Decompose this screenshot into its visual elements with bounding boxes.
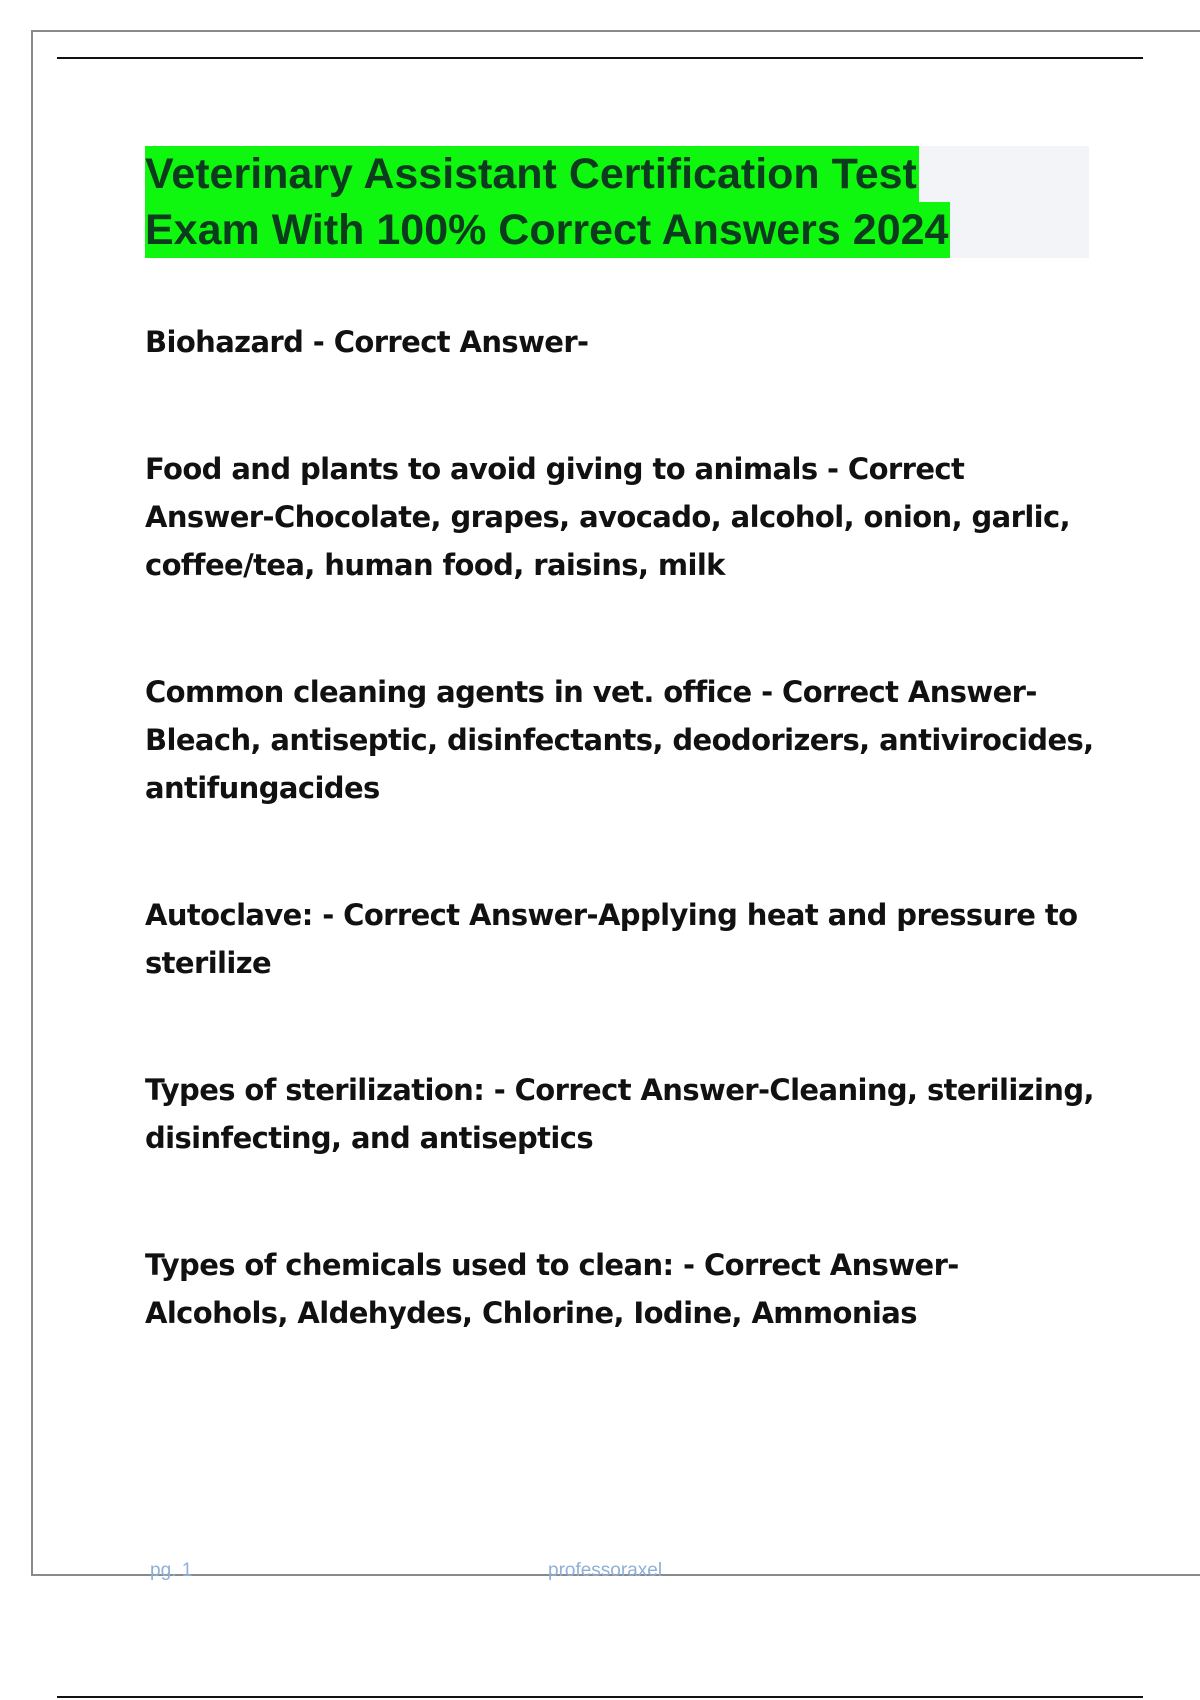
bottom-rule <box>57 1696 1143 1698</box>
qa-item-cleaning-chemicals: Types of chemicals used to clean: - Correct Answer-Alcohols, Aldehydes, Chlorine, Iodine, Ammonias <box>145 1248 959 1330</box>
footer-page-number: pg. 1 <box>150 1560 193 1581</box>
page-frame-left-border <box>31 30 33 1574</box>
qa-item-autoclave: Autoclave: - Correct Answer-Applying heat and pressure to sterilize <box>145 898 1078 980</box>
footer-author: professoraxel <box>548 1560 663 1581</box>
header-rule <box>57 57 1143 59</box>
qa-item-biohazard: Biohazard - Correct Answer- <box>145 325 589 359</box>
title-line-2: Exam With 100% Correct Answers 2024 <box>145 202 950 258</box>
qa-item-cleaning-agents: Common cleaning agents in vet. office - Correct Answer-Bleach, antiseptic, disinfectants, deodorizers, antivirocides, antifungacides <box>145 675 1094 805</box>
page-frame-top-border <box>31 30 1200 32</box>
question-answer-list <box>145 318 1095 1337</box>
qa-item-food-plants: Food and plants to avoid giving to animals - Correct Answer-Chocolate, grapes, avocado, alcohol, onion, garlic, coffee/tea, human food, raisins, milk <box>145 452 1071 582</box>
title-line-1: Veterinary Assistant Certification Test <box>145 146 919 202</box>
document-title <box>145 146 1089 258</box>
qa-item-sterilization-types: Types of sterilization: - Correct Answer-Cleaning, sterilizing, disinfecting, and antiseptics <box>145 1073 1094 1155</box>
